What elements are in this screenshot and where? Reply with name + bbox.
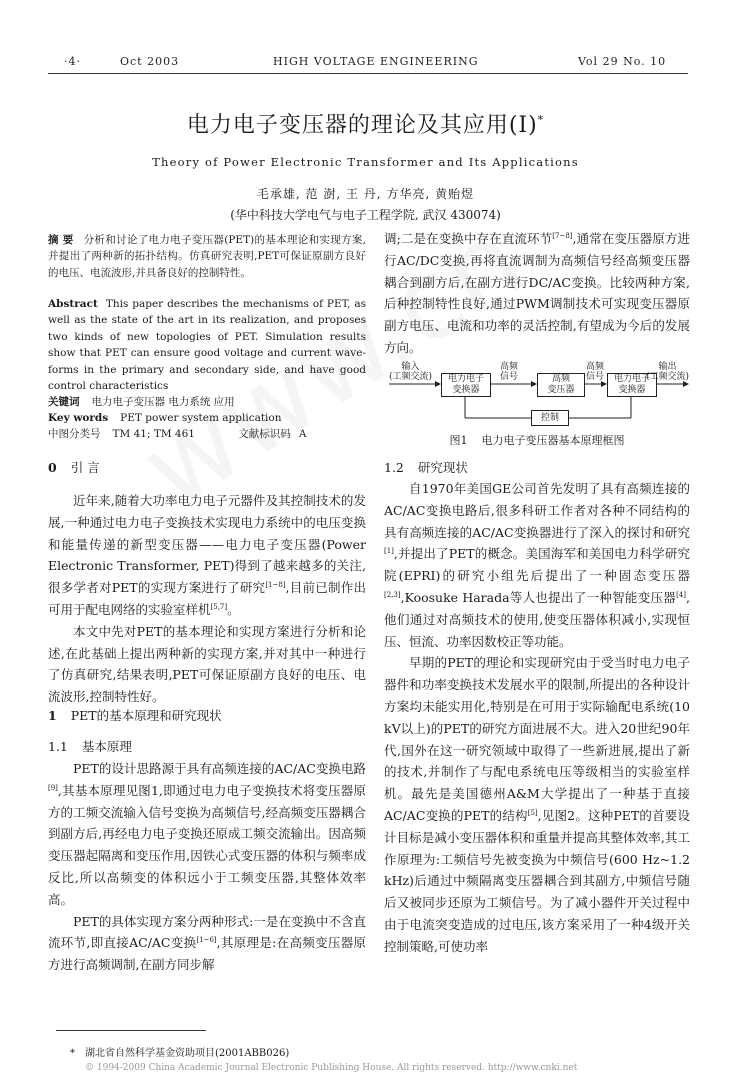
figure-block-converter-2: 电力电子 变换器 — [607, 373, 657, 397]
figure-1-caption-text: 电力电子变压器基本原理框图 — [481, 434, 625, 447]
abstract-cn — [48, 232, 366, 281]
section-1-2-heading — [384, 458, 690, 476]
principle-paragraph-1: PET的设计思路源于具有高频连接的AC/AC变换电路[9],其基本原理见图1,即通过电力电子变换技术将变压器原方的工频交流输入信号变换为高频信号,经高频变压器耦合到副方后,再经电力电子变换还原成工频交流输出。因高频变压器起隔离和变压作用,因铁心式变压器的体积与频率成反比,所以高频变的体积远小于工频变压器,其整体效率高。 — [48, 761, 366, 907]
figure-hf-signal-2: 高频 信号 — [586, 362, 605, 382]
figure-1-number: 图1 — [449, 434, 468, 447]
copyright-line: © 1994-2009 China Academic Journal Electronic Publishing House. All rights reserved. http://www.cnki.net — [85, 1063, 578, 1073]
page-number: ·4· — [64, 55, 81, 68]
section-0-heading — [48, 458, 366, 476]
funding-footnote — [70, 1044, 289, 1059]
status-paragraph-2: 早期的PET的理论和实现研究由于受当时电力电子器件和功率变换技术发展水平的限制,所提出的各种设计方案均未能实用化,特别是在可用于实际输配电系统(10 kV以上)的PET的研究方面进展不大。进入20世纪90年代,国外在这一研究领域中取得了一些新进展,提出了新的技术,并制作了与配电系统电压等级相当的实验室样机。最先是美国德州A&M大学提出了一种基于直接AC/AC变换的PET的结构[5],见图2。这种PET的首要设计目标是减小变压器体积和重量并提高其整体效率,其工作原理为:工频信号先被变换为中频信号(600 Hz~1.2 kHz)后通过中频隔离变压器耦合到其副方,中频信号随后又被同步还原为工频信号。为了减小器件开关过程中由于电流突变造成的过电压,该方案采用了一种4级开关控制策略,可使功率 — [384, 655, 690, 954]
section-1-1-title: 基本原理 — [81, 739, 132, 754]
figure-block-converter-1: 电力电子 变换器 — [441, 373, 491, 397]
keywords-cn-label: 关键词 — [48, 396, 80, 408]
abstract-en-text: This paper describes the mechanisms of PET, as well as the state of the art in its realization, and proposes two kinds of new topologies of PET. Simulation results show that PET can ensure good voltage and current wave-forms in the primary and secondary side, and have good control characteristics — [48, 298, 366, 393]
section-1-heading — [48, 706, 366, 724]
section-1-title: PET的基本原理和研究现状 — [70, 708, 222, 723]
status-paragraph-1: 自1970年美国GE公司首先发明了具有高频连接的AC/AC变换电路后,很多科研工作者对各种不同结构的具有高频连接的AC/AC变换器进行了深入的探讨和研究[1],并提出了PET的概念。美国海军和美国电力科学研究院(EPRI)的研究小组先后提出了一种固态变压器[2,3],Koosuke Harada等人也提出了一种智能变压器[4],他们通过对高频技术的使用,使变压器体积减小,实现恒压、恒流、功率因数校正等功能。 — [384, 481, 690, 649]
abstract-en-label: Abstract — [48, 298, 98, 310]
section-1-1-body — [48, 758, 366, 976]
abstract-cn-label: 摘 要 — [48, 234, 74, 246]
figure-input-label: 输入 (工频交流) — [389, 362, 433, 382]
right-paragraph-1 — [384, 228, 690, 359]
intro-paragraph-1: 近年来,随着大功率电力电子元器件及其控制技术的发展,一种通过电力电子变换技术实现电力系统中的电压变换和能量传递的新型变压器——电力电子变压器(Power Electronic Transformer, PET)得到了越来越多的关注,很多学者对PET的实现方案进行了研究[1~8],目前已制作出可用于配电网络的实验室样机[5,7]。 — [48, 493, 366, 617]
footnote-rule — [56, 1030, 206, 1031]
journal-name: HIGH VOLTAGE ENGINEERING — [273, 55, 479, 68]
figure-output-label: 输出 (工频交流) — [646, 362, 690, 382]
intro-paragraph-2: 本文中先对PET的基本理论和实现方案进行分析和论述,在此基础上提出两种新的实现方案,并对其中一种进行了仿真研究,结果表明,PET可保证原副方良好的电压、电流波形,控制特性好。 — [48, 623, 366, 705]
figure-hf-signal-1: 高频 信号 — [500, 362, 519, 382]
abstract-en — [48, 296, 366, 394]
classification-label: 中图分类号 — [48, 428, 101, 440]
section-0-body — [48, 490, 366, 708]
keywords-en-text: PET power system application — [120, 412, 282, 424]
figure-block-control: 控制 — [531, 410, 569, 426]
keywords-en — [48, 410, 366, 426]
paper-title: 电力电子变压器的理论及其应用(Ⅰ)* — [186, 113, 545, 138]
principle-paragraph-2: PET的具体实现方案分两种形式:一是在变换中不含直流环节,即直接AC/AC变换[1~6],其原理是:在高频变压器原方进行高频调制,在副方同步解 — [48, 913, 366, 973]
figure-1-caption — [384, 432, 690, 448]
header-rule — [48, 73, 688, 74]
section-1-1-heading — [48, 737, 366, 755]
section-0-title: 引 言 — [70, 460, 100, 475]
section-1-2-body — [384, 478, 690, 958]
affiliation: (华中科技大学电气与电子工程学院, 武汉 430074) — [230, 208, 501, 222]
keywords-cn-text: 电力电子变压器 电力系统 应用 — [91, 396, 235, 408]
doc-code-value: A — [298, 428, 307, 440]
footnote-text: 湖北省自然科学基金资助项目(2001ABB026) — [85, 1048, 290, 1059]
section-1-1-number: 1.1 — [48, 739, 68, 754]
section-1-2-number: 1.2 — [384, 460, 404, 475]
english-title: Theory of Power Electronic Transformer and Its Applications — [152, 155, 579, 169]
running-head — [48, 55, 688, 73]
figure-block-hf-transformer: 高频 变压器 — [537, 373, 585, 397]
classification-value: TM 41; TM 461 — [112, 428, 195, 440]
section-1-2-title: 研究现状 — [417, 460, 468, 475]
title-footnote-mark: * — [537, 113, 545, 127]
issue-date: Oct 2003 — [120, 55, 180, 68]
right-paragraph-1-text: 调;二是在变换中存在直流环节[7~8],通常在变压器原方进行AC/DC变换,再将直流调制为高频信号经高频变压器耦合到副方后,在副方进行DC/AC变换。比较两种方案,后种控制特性良好,通过PWM调制技术可实现变压器原副方电压、电流和功率的灵活控制,有望成为今后的发展方向。 — [384, 231, 690, 355]
keywords-en-label: Key words — [48, 412, 109, 424]
keywords-cn — [48, 394, 366, 410]
doc-code-label: 文献标识码 — [238, 428, 291, 440]
section-0-number: 0 — [48, 460, 57, 475]
footnote-mark: * — [70, 1048, 75, 1059]
authors: 毛承雄, 范 澍, 王 丹, 方华亮, 黄贻煜 — [256, 187, 475, 201]
classification — [48, 426, 366, 442]
section-1-number: 1 — [48, 708, 57, 723]
abstract-cn-text: 分析和讨论了电力电子变压器(PET)的基本理论和实现方案,并提出了两种新的拓扑结构。仿真研究表明,PET可保证原副方良好的电压、电流波形,并具备良好的控制特性。 — [48, 234, 366, 279]
volume-number: Vol 29 No. 10 — [578, 55, 667, 68]
